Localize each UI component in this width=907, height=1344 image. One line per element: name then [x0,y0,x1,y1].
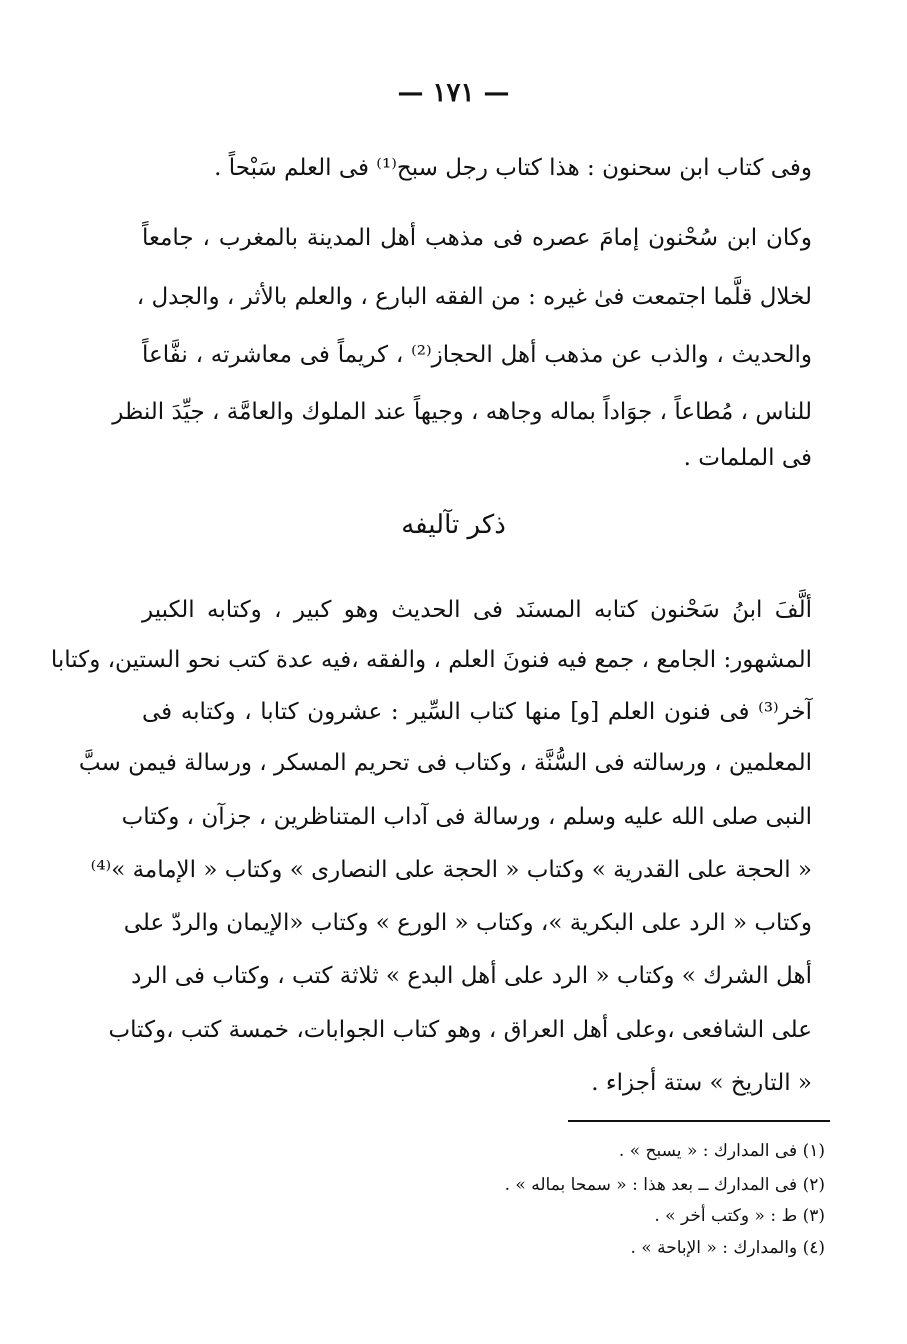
footnote: (٤) والمدارك : « الإباحة » . [630,1238,825,1258]
paragraph-line: والحديث ، والذب عن مذهب أهل الحجاز⁽²⁾ ، كريماً فى معاشرته ، نفَّاعاً [142,342,812,368]
footnote: (٢) فى المدارك ــ بعد هذا : « سمحا بماله » . [504,1175,825,1195]
paragraph-line: ألَّفَ ابنُ سَحْنون كتابه المسنَد فى الحديث وهو كبير ، وكتابه الكبير [142,597,812,623]
footnote-divider [568,1120,830,1122]
paragraph-line: المشهور: الجامع ، جمع فيه فنونَ العلم ، والفقه ،فيه عدة كتب نحو الستين، وكتابا [50,647,812,673]
page-number: — ١٧١ — [397,78,510,108]
paragraph-line: فى الملمات . [683,445,812,471]
paragraph-line: آخر⁽³⁾ فى فنون العلم [و] منها كتاب السِّير : عشرون كتابا ، وكتابه فى [142,699,812,725]
paragraph-line: للناس ، مُطاعاً ، جوَاداً بماله وجاهه ، وجيهاً عند الملوك والعامَّة ، جيِّدَ النظر [112,399,812,425]
footnote: (٣) ط : « وكتب أخر » . [654,1206,825,1226]
section-heading: ذكر تآليفه [401,510,506,540]
paragraph-line: على الشافعى ،وعلى أهل العراق ، وهو كتاب الجوابات، خمسة كتب ،وكتاب [108,1017,812,1043]
paragraph-line: النبى صلى الله عليه وسلم ، ورسالة فى آداب المتناظرين ، جزآن ، وكتاب [121,804,812,830]
paragraph-line: « الحجة على القدرية » وكتاب « الحجة على النصارى » وكتاب « الإمامة »⁽⁴⁾ [90,857,812,883]
paragraph-line: وكان ابن سُحْنون إمامَ عصره فى مذهب أهل المدينة بالمغرب ، جامعاً [142,225,812,251]
paragraph-line: « التاريخ » ستة أجزاء . [591,1070,812,1096]
paragraph-line: لخلال قلَّما اجتمعت فىٰ غيره : من الفقه البارع ، والعلم بالأثر ، والجدل ، [136,284,812,310]
paragraph-line: أهل الشرك » وكتاب « الرد على أهل البدع » ثلاثة كتب ، وكتاب فى الرد [131,963,812,989]
footnote: (١) فى المدارك : « يسبح » . [618,1141,825,1161]
opening-line: وفى كتاب ابن سحنون : هذا كتاب رجل سبح⁽¹⁾ فى العلم سَبْحاً . [214,155,812,181]
paragraph-line: وكتاب « الرد على البكرية »، وكتاب « الورع » وكتاب «الإيمان والردّ على [123,910,812,936]
paragraph-line: المعلمين ، ورسالته فى السُّنَّة ، وكتاب فى تحريم المسكر ، ورسالة فيمن سبَّ [78,750,812,776]
